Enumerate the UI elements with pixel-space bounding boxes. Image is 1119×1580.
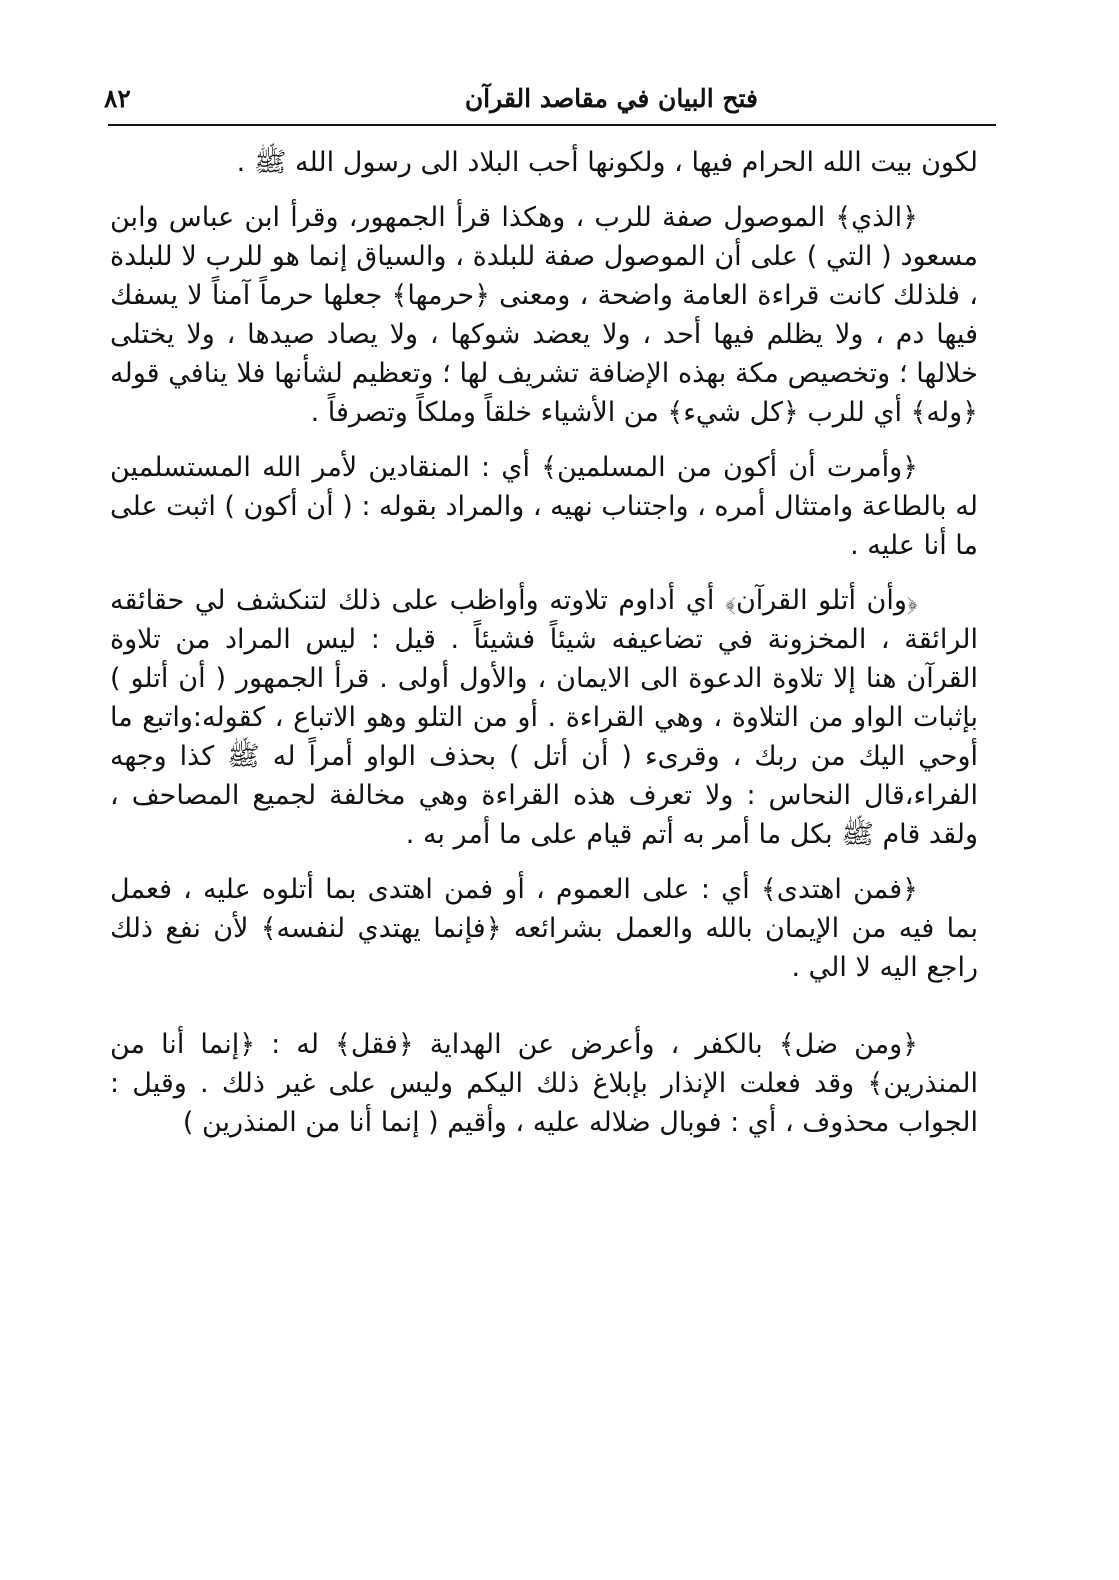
paragraph-2: ﴿الذي﴾ الموصول صفة للرب ، وهكذا قرأ الجمهور، وقرأ ابن عباس وابن مسعود ( التي ) على أن الموصول صفة للبلدة ، والسياق إنما هو للرب لا للبلدة ، فلذلك كانت قراءة العامة واضحة ، ومعنى ﴿حرمها﴾ جعلها حرماً آمناً لا يسفك فيها دم ، ولا يظلم فيها أحد ، ولا يعضد شوكها ، ولا يصاد صيدها ، ولا يختلى خلالها ؛ وتخصيص مكة بهذه الإضافة تشريف لها ؛ وتعظيم لشأنها فلا ينافي قوله ﴿وله﴾ أي للرب ﴿كل شيء﴾ من الأشياء خلقاً وملكاً وتصرفاً . bbox=[110, 202, 978, 428]
running-head bbox=[104, 80, 998, 122]
header-rule bbox=[108, 124, 996, 126]
paragraph-3: ﴿وأمرت أن أكون من المسلمين﴾ أي : المنقادين لأمر الله المستسلمين له بالطاعة وامتثال أمره ، واجتناب نهيه ، والمراد بقوله : ( أن أكون ) اثبت على ما أنا عليه . bbox=[110, 452, 978, 561]
running-title: فتح البيان في مقاصد القرآن bbox=[464, 84, 758, 113]
paragraph-1: لكون بيت الله الحرام فيها ، ولكونها أحب البلاد الى رسول الله ﷺ . bbox=[236, 147, 978, 178]
paragraph-6: ﴿ومن ضل﴾ بالكفر ، وأعرض عن الهداية ﴿فقل﴾ له : ﴿إنما أنا من المنذرين﴾ وقد فعلت الإنذار بإبلاغ ذلك اليكم وليس على غير ذلك . وقيل : الجواب محذوف ، أي : فوبال ضلاله عليه ، وأقيم ( إنما أنا من المنذرين ) bbox=[110, 1029, 978, 1138]
body-text bbox=[110, 143, 978, 1158]
page-number: ٨٢ bbox=[104, 84, 131, 113]
paragraph-5: ﴿فمن اهتدى﴾ أي : على العموم ، أو فمن اهتدى بما أتلوه عليه ، فعمل بما فيه من الإيمان بالله والعمل بشرائعه ﴿فإنما يهتدي لنفسه﴾ لأن نفع ذلك راجع اليه لا الي . bbox=[110, 874, 978, 983]
paragraph-4: ﴿وأن أتلو القرآن﴾ أي أداوم تلاوته وأواظب على ذلك لتنكشف لي حقائقه الرائقة ، المخزونة في تضاعيفه شيئاً فشيئاً . قيل : ليس المراد من تلاوة القرآن هنا إلا تلاوة الدعوة الى الايمان ، والأول أولى . قرأ الجمهور ( أن أتلو ) بإثبات الواو من التلاوة ، وهي القراءة . أو من التلو وهو الاتباع ، كقوله:واتبع ما أوحي اليك من ربك ، وقرىء ( أن أتل ) بحذف الواو أمراً له ﷺ كذا وجهه الفراء،قال النحاس : ولا تعرف هذه القراءة وهي مخالفة لجميع المصاحف ، ولقد قام ﷺ بكل ما أمر به أتم قيام على ما أمر به . bbox=[110, 585, 978, 850]
